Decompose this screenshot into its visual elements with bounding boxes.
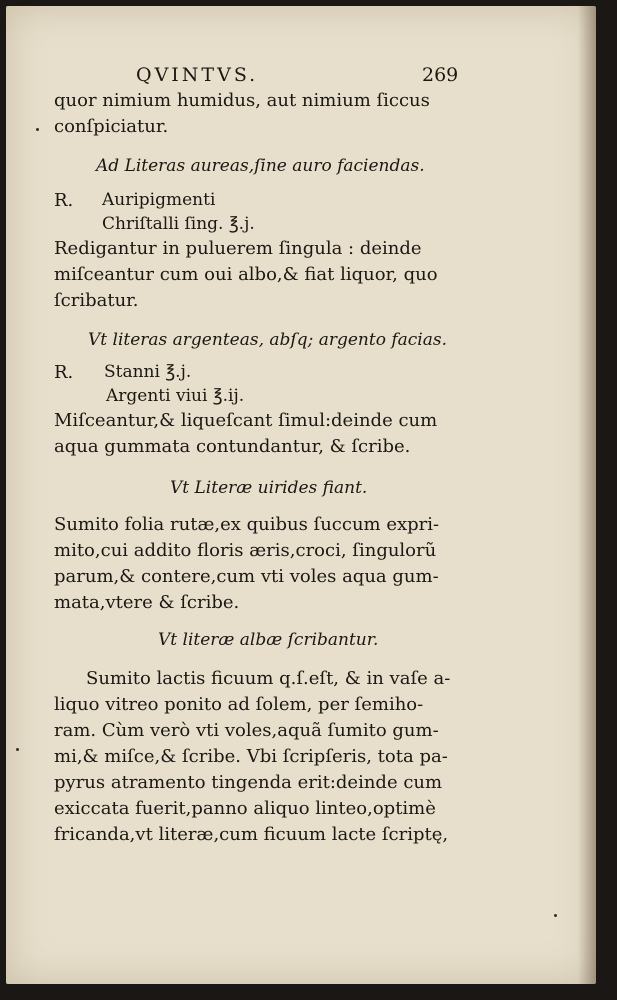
recipe-label: R.	[54, 362, 74, 383]
ink-spot	[36, 128, 39, 131]
text-line: pyrus atramento tingenda erit:deinde cum	[54, 772, 443, 793]
text-line: Redigantur in puluerem ſingula : deinde	[54, 238, 422, 259]
ink-spot	[16, 748, 19, 751]
text-line: conſpiciatur.	[54, 116, 169, 137]
page-number: 269	[422, 64, 459, 86]
running-title: QVINTVS.	[136, 64, 259, 86]
ingredient: Argenti viui ℥.ij.	[106, 386, 245, 406]
section-heading: Ad Literas aureas,ſine auro faciendas.	[96, 156, 425, 176]
text-line: Sumito folia rutæ,ex quibus ſuccum expri-	[54, 514, 440, 535]
book-page	[6, 6, 596, 984]
text-line: parum,& contere,cum vti voles aqua gum-	[54, 566, 439, 587]
text-line: mi,& miſce,& ſcribe. Vbi ſcripſeris, tota pa-	[54, 746, 448, 767]
text-line: liquo vitreo ponito ad ſolem, per ſemiho-	[54, 694, 424, 715]
text-line: Miſceantur,& liqueſcant ſimul:deinde cum	[54, 410, 438, 431]
text-line: mito,cui addito floris æris,croci, ſingulorũ	[54, 540, 437, 561]
text-line: fricanda,vt literæ,cum ficuum lacte ſcriptę,	[54, 824, 449, 845]
ingredient: Auripigmenti	[102, 190, 216, 210]
text-line: Sumito lactis ficuum q.ſ.eſt, & in vaſe a-	[86, 668, 451, 689]
text-line: aqua gummata contundantur, & ſcribe.	[54, 436, 411, 457]
section-heading: Vt literæ albæ ſcribantur.	[158, 630, 379, 650]
text-line: mata,vtere & ſcribe.	[54, 592, 240, 613]
section-heading: Vt literas argenteas, abſq; argento facias.	[88, 330, 447, 350]
recipe-label: R.	[54, 190, 74, 211]
text-line: ram. Cùm verò vti voles,aquã ſumito gum-	[54, 720, 439, 741]
section-heading: Vt Literæ uirides fiant.	[170, 478, 368, 498]
text-line: miſceantur cum oui albo,& fiat liquor, quo	[54, 264, 438, 285]
text-line: quor nimium humidus, aut nimium ſiccus	[54, 90, 430, 111]
text-line: ſcribatur.	[54, 290, 139, 311]
ink-spot	[554, 914, 557, 917]
ingredient: Stanni ℥.j.	[104, 362, 192, 382]
ingredient: Chriſtalli ſing. ℥.j.	[102, 214, 255, 234]
text-line: exiccata fuerit,panno aliquo linteo,optimè	[54, 798, 436, 819]
page-edge-shadow	[578, 6, 596, 984]
